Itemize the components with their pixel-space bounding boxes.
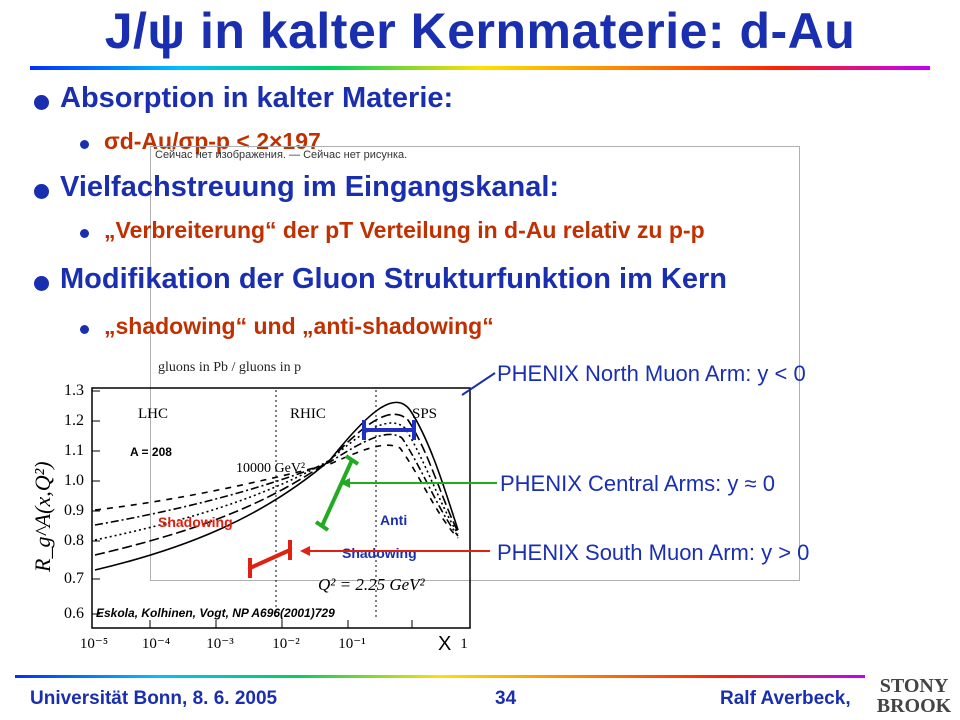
x-tick: 1	[460, 636, 468, 652]
missing-image-text: Сейчас нет изображения. — Сейчас нет рисунка.	[155, 149, 408, 161]
x-tick: 10⁻³	[206, 636, 234, 652]
x-tick: 10⁻¹	[338, 636, 366, 652]
bullet-dot	[34, 95, 49, 110]
y-axis-label: R_g^A(x,Q²)	[30, 461, 55, 572]
y-tick: 1.3	[64, 382, 84, 399]
bullet-3: Modifikation der Gluon Strukturfunktion im Kern	[60, 263, 727, 295]
north-pointer-line	[462, 373, 495, 395]
footer-author: Ralf Averbeck,	[720, 688, 851, 709]
shadowing-figure	[0, 350, 960, 670]
x-tick: 10⁻⁵	[79, 636, 109, 652]
figure-top-label: gluons in Pb / gluons in p	[158, 360, 302, 375]
anti-shadowing-label: Shadowing	[342, 545, 417, 561]
q2-label: Q² = 2.25 GeV²	[318, 575, 425, 594]
x-tick: 10⁻⁴	[141, 636, 171, 652]
citation: Eskola, Kolhinen, Vogt, NP A696(2001)729	[96, 606, 335, 620]
y-tick: 0.7	[64, 570, 84, 587]
annotation-central: PHENIX Central Arms: y ≈ 0	[500, 471, 775, 496]
sub-bullet-dot	[80, 229, 89, 238]
sub-bullet-3: „shadowing“ und „anti-shadowing“	[104, 313, 494, 339]
annotation-south: PHENIX South Muon Arm: y > 0	[497, 540, 810, 565]
sub-bullet-dot	[80, 140, 89, 149]
x-tick: 10⁻²	[272, 636, 300, 652]
bullet-dot	[34, 184, 49, 199]
sub-bullet-dot	[80, 325, 89, 334]
y-tick: 0.8	[64, 532, 84, 549]
region-label-sps: SPS	[412, 406, 438, 422]
region-label-lhc: LHC	[138, 406, 168, 422]
stony-brook-logo: STONY BROOK	[876, 675, 952, 717]
bullet-1: Absorption in kalter Materie:	[60, 82, 454, 114]
footer-left: Universität Bonn, 8. 6. 2005	[30, 688, 278, 709]
slide-title: J/ψ in kalter Kernmaterie: d-Au	[104, 3, 856, 59]
region-label-rhic: RHIC	[290, 406, 326, 422]
footer-rule	[15, 675, 865, 678]
bullet-2: Vielfachstreuung im Eingangskanal:	[60, 171, 560, 203]
shadowing-label: Shadowing	[158, 514, 233, 530]
title-underline	[30, 66, 930, 70]
x-axis-label: X	[438, 633, 452, 655]
page-number: 34	[495, 688, 517, 709]
a-label: A = 208	[130, 445, 172, 459]
y-tick: 1.0	[64, 472, 84, 489]
south-pointer-arrow	[300, 546, 310, 556]
bullet-dot	[34, 276, 49, 291]
sub-bullet-1: σd-Au/σp-p < 2×197	[104, 128, 321, 154]
anti-label: Anti	[380, 512, 408, 528]
south-arm-bar	[250, 540, 290, 578]
y-tick: 1.1	[64, 442, 84, 459]
scale-label: 10000 GeV²	[236, 461, 306, 476]
y-tick: 1.2	[64, 412, 84, 429]
annotation-north: PHENIX North Muon Arm: y < 0	[497, 361, 806, 386]
y-tick: 0.6	[64, 605, 84, 622]
sub-bullet-2: „Verbreiterung“ der pT Verteilung in d-Au relativ zu p-p	[104, 217, 705, 243]
y-tick: 0.9	[64, 502, 84, 519]
